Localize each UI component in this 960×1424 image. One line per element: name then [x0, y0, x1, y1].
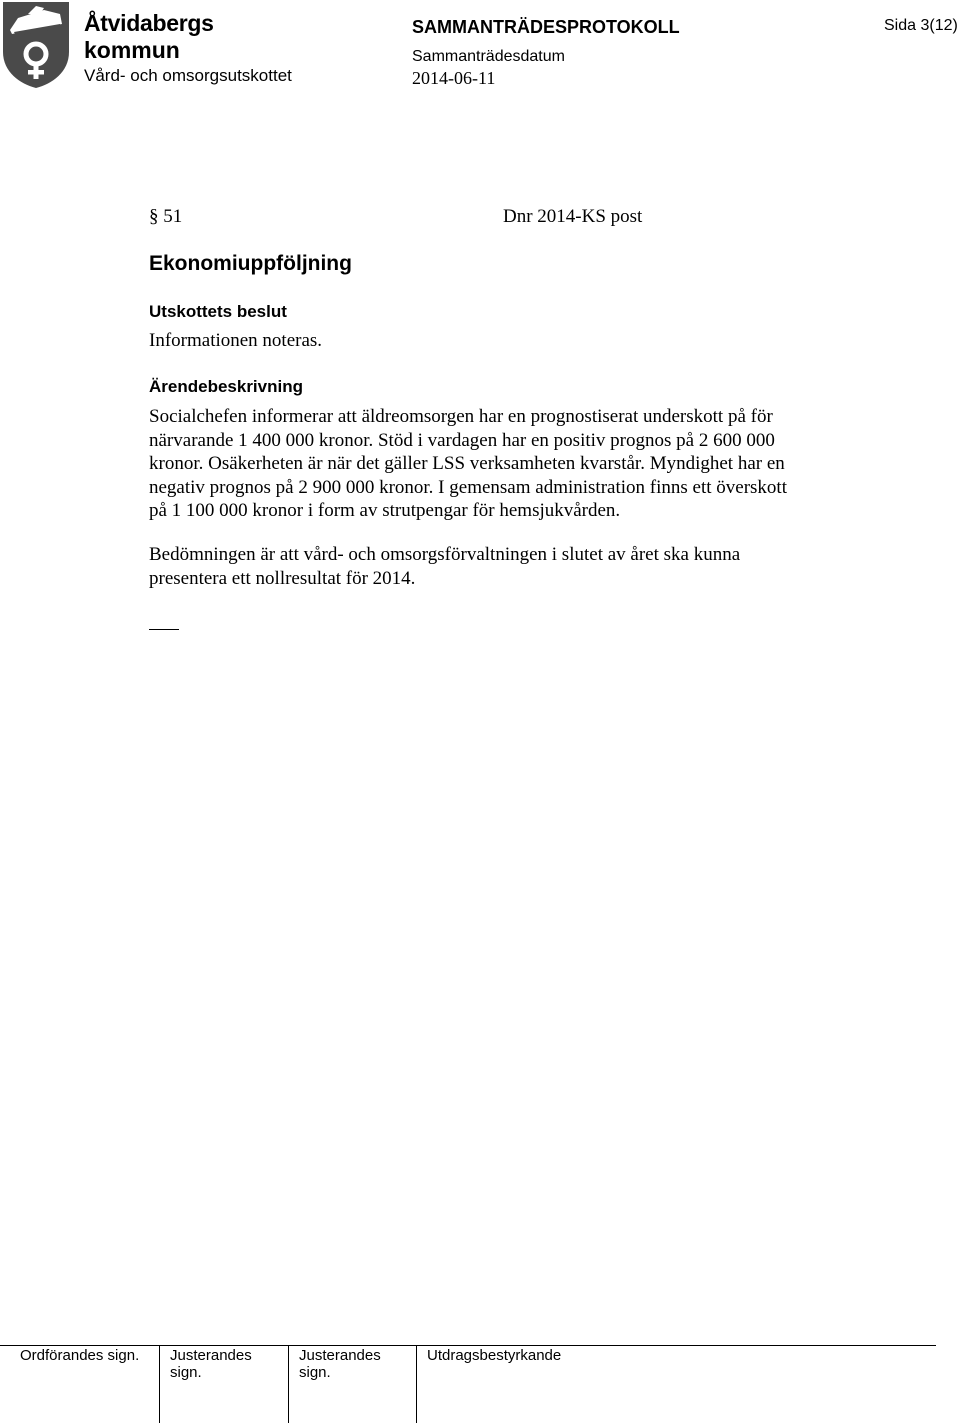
document-type: SAMMANTRÄDESPROTOKOLL [412, 17, 680, 37]
text-line: presentera ett nollresultat för 2014. [149, 567, 416, 589]
text-line: negativ prognos på 2 900 000 kronor. I gemensam administration finns ett överskott [149, 476, 787, 498]
meeting-date: 2014-06-11 [412, 68, 496, 88]
adjuster-signature-sign-2: sign. [299, 1364, 331, 1381]
section-end-line [149, 629, 179, 630]
section-title: Ekonomiuppföljning [149, 252, 352, 275]
registration-number: Dnr 2014-KS post [503, 206, 643, 227]
text-line: kronor. Osäkerheten är när det gäller LSS verksamheten kvarstår. Myndighet har en [149, 453, 785, 474]
paragraph-number: § 51 [149, 206, 183, 227]
description-heading: Ärendebeskrivning [149, 377, 303, 396]
footer-rule [0, 1345, 936, 1346]
text-line: Socialchefen informerar att äldreomsorgen har en prognostiserat underskott på för [149, 406, 773, 427]
chair-signature-label: Ordförandes sign. [20, 1347, 140, 1364]
adjuster-signature-sign-1: sign. [170, 1364, 202, 1381]
text-line: på 1 100 000 kronor i form av strutpengar för hemsjukvården. [149, 500, 621, 521]
extract-certification-label: Utdragsbestyrkande [427, 1347, 562, 1364]
decision-heading: Utskottets beslut [149, 302, 287, 321]
footer-divider [416, 1345, 417, 1423]
org-name-line2: kommun [84, 37, 180, 63]
decision-text: Informationen noteras. [149, 330, 323, 351]
footer-divider [288, 1345, 289, 1423]
text-line: Bedömningen är att vård- och omsorgsförvaltningen i slutet av året ska kunna [149, 544, 741, 565]
org-name-line1: Åtvidabergs [84, 10, 214, 36]
municipality-logo [0, 0, 72, 90]
page-number: Sida 3(12) [884, 17, 958, 34]
adjuster-signature-label-2: Justerandes [299, 1347, 381, 1364]
department-name: Vård- och omsorgsutskottet [84, 66, 292, 85]
adjuster-signature-label-1: Justerandes [170, 1347, 252, 1364]
footer-divider [159, 1345, 160, 1423]
meeting-date-label: Sammanträdesdatum [412, 48, 565, 65]
text-line: närvarande 1 400 000 kronor. Stöd i vardagen har en positiv prognos på 2 600 000 [149, 429, 775, 451]
